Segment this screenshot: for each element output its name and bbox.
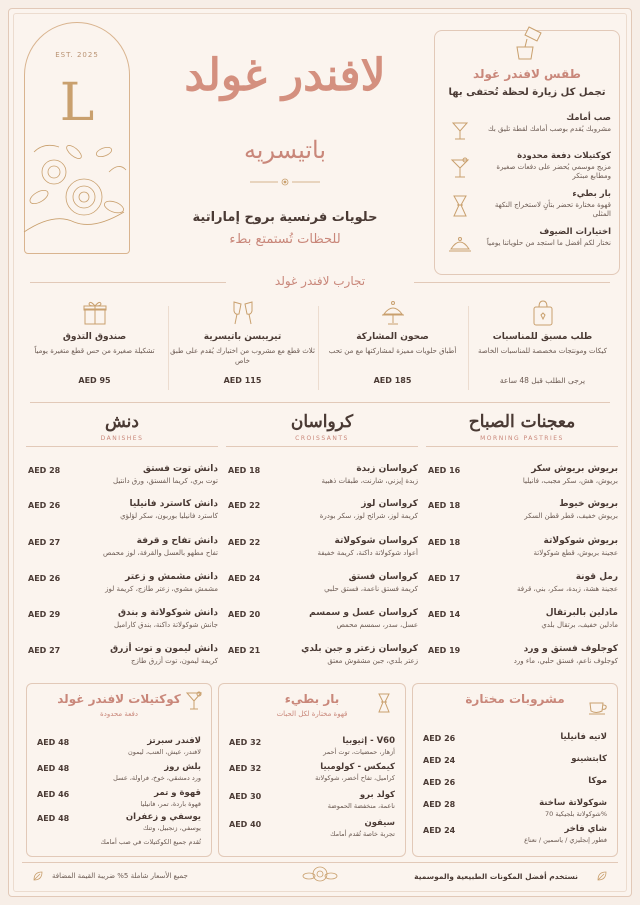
- menu-item: [226, 572, 418, 600]
- experience-card: [170, 296, 315, 396]
- item-desc: شوكولاتة بلجيكية 70%: [544, 810, 607, 818]
- experiences-line-left: [30, 282, 226, 283]
- experience-name: صحون المشاركة: [356, 332, 429, 342]
- slowbar-box: [218, 683, 406, 857]
- floral-emblem-icon: [300, 862, 340, 886]
- menu-item: [426, 499, 618, 527]
- menu-item: [26, 608, 218, 636]
- experience-desc: كيكات ومونتجات مخصصة للمناسبات الخاصة: [477, 347, 607, 355]
- ritual-item-desc: مشروبك يُقدم بوصب أمامك لقطة تليق بك: [487, 125, 611, 133]
- experience-card: [320, 296, 465, 396]
- item-name: كرواسان زبدة: [356, 464, 418, 474]
- ritual-item: [443, 189, 611, 229]
- column-subtitle: CROISSANTS: [295, 435, 349, 442]
- divider: [168, 306, 169, 390]
- item-price: AED 21: [228, 646, 261, 655]
- item-price: AED 14: [428, 610, 461, 619]
- item-name: شاي فاخر: [564, 824, 607, 834]
- ritual-item-desc: مزيج موسمي يُحضر على دفعات صغيرة ومطابع مبتكر: [496, 163, 611, 180]
- gift-box-icon: [80, 298, 110, 328]
- item-name: كابتشينو: [571, 754, 607, 764]
- menu-item: [229, 790, 395, 814]
- item-desc: تجربة خاصة تُقدم أمامك: [330, 830, 395, 838]
- item-price: AED 29: [28, 610, 61, 619]
- item-name: لاتيه فانيليا: [560, 732, 607, 742]
- divider: [468, 306, 469, 390]
- ritual-item-desc: قهوة مختارة تحضر بتأنٍ لاستخراج النكهة المثلى: [494, 201, 611, 218]
- item-desc: تفاح مطهو بالعسل والقرفة، لوز محمص: [103, 549, 218, 557]
- item-name: سيفون: [364, 818, 395, 828]
- brand-subtitle: باتيسريه: [243, 136, 327, 164]
- item-desc: قهوة باردة، تمر، فانيليا: [140, 800, 201, 808]
- item-price: AED 26: [423, 778, 456, 787]
- floral-icon: [14, 112, 134, 242]
- ornament-icon: [250, 176, 320, 188]
- item-name: كرواسان فستق: [348, 572, 418, 582]
- item-price: AED 24: [423, 826, 456, 835]
- menu-item: [426, 536, 618, 564]
- item-price: AED 16: [428, 466, 461, 475]
- item-price: AED 48: [37, 738, 70, 747]
- menu-item: [423, 754, 607, 778]
- ritual-item-name: اختيارات الضيوف: [539, 227, 611, 237]
- item-desc: بريوش، هش، سكر مجبب، فانيليا: [522, 477, 618, 485]
- cocktails-note: تُقدم جميع الكوكتيلات في صب أمامك: [100, 838, 201, 846]
- menu-item: [423, 732, 607, 756]
- item-desc: كريمة ليمون، توت أزرق طازج: [130, 657, 218, 665]
- ritual-item: [443, 227, 611, 267]
- menu-item: [226, 644, 418, 672]
- column-title: معجنات الصباح: [468, 412, 576, 432]
- column-subtitle: DANISHES: [100, 435, 144, 442]
- footer-vat-note: جميع الأسعار شاملة 5% ضريبة القيمة المضافة: [52, 872, 188, 880]
- item-price: AED 26: [28, 501, 61, 510]
- experiences-row: [22, 296, 618, 396]
- logo-initial: L: [59, 73, 95, 133]
- item-price: AED 19: [428, 646, 461, 655]
- menu-item: [26, 644, 218, 672]
- item-price: AED 48: [37, 814, 70, 823]
- item-name: كرواسان شوكولاتة: [334, 536, 418, 546]
- item-desc: فطور إنجليزي / ياسمين / نعناع: [524, 836, 607, 844]
- experience-price: AED 95: [78, 376, 111, 385]
- menu-item: [423, 824, 607, 848]
- pouring-glass-icon: [447, 117, 473, 143]
- column-title: كرواسان: [290, 412, 354, 432]
- item-name: مادلين بالبرتقال: [545, 608, 618, 618]
- item-desc: كراميل، تفاح أخضر، شوكولاتة: [315, 774, 395, 782]
- experiences-title: تجارب لافندر غولد: [274, 274, 366, 288]
- tagline: حلويات فرنسية بروح إماراتية: [192, 210, 378, 225]
- experience-note: يرجى الطلب قبل 48 ساعة: [499, 376, 586, 385]
- est-label: EST. 2025: [55, 51, 99, 59]
- menu-item: [426, 464, 618, 492]
- item-name: شوكولاتة ساخنة: [539, 798, 607, 808]
- item-name: إثيوبيا - V60: [342, 736, 395, 746]
- item-price: AED 30: [229, 792, 262, 801]
- drinks-title: مشروبات مختارة: [465, 692, 565, 706]
- menu-item: [226, 499, 418, 527]
- menu-item: [26, 536, 218, 564]
- item-desc: كريمة فستق ناعمة، فستق حلبي: [324, 585, 418, 593]
- menu-item: [426, 572, 618, 600]
- slowbar-title: بار بطيء: [284, 692, 340, 706]
- footer-ingredients-note: نستخدم أفضل المكونات الطبيعية والموسمية: [414, 872, 578, 881]
- item-desc: أزهار، حمضيات، توت أحمر: [323, 748, 395, 756]
- item-price: AED 22: [228, 501, 261, 510]
- item-price: AED 48: [37, 764, 70, 773]
- menu-item: [226, 608, 418, 636]
- item-name: لافندر سبرتز: [147, 736, 201, 746]
- menu-item: [229, 818, 395, 842]
- column-subtitle: MORNING PASTRIES: [480, 435, 564, 442]
- leaf-icon: [32, 870, 44, 882]
- cocktails-title: كوكتيلات لافندر غولد: [57, 692, 181, 706]
- item-price: AED 46: [37, 790, 70, 799]
- item-name: كولد برو: [359, 790, 395, 800]
- item-desc: ناعمة، منخفضة الحموضة: [327, 802, 395, 810]
- experience-price: AED 115: [223, 376, 262, 385]
- column-title: دنش: [105, 412, 139, 432]
- danishes-column: [26, 412, 218, 665]
- slowbar-subtitle: قهوة مختارة لكل الحبات: [276, 710, 348, 718]
- item-desc: ورد دمشقي، خوخ، فراولة، عسل: [113, 774, 201, 782]
- menu-item: [26, 572, 218, 600]
- item-price: AED 32: [229, 764, 262, 773]
- experience-name: طلب مسبق للمناسبات: [492, 332, 593, 342]
- item-desc: كاسترد فانيليا بوربون، سكر لؤلؤي: [120, 512, 218, 520]
- item-price: AED 28: [423, 800, 456, 809]
- item-name: دانش توت فستق: [143, 464, 218, 474]
- item-name: موكا: [588, 776, 607, 786]
- chemex-icon: [373, 692, 395, 714]
- experiences-line-right: [414, 282, 610, 283]
- item-price: AED 18: [428, 501, 461, 510]
- item-name: بريوش بريوش سكر: [531, 464, 618, 474]
- item-name: دانش ليمون و توت أزرق: [110, 644, 218, 654]
- menu-item: [423, 798, 607, 822]
- tagline-secondary: للحظات تُستمتع بطء: [229, 232, 341, 247]
- cocktail-glass-icon: [447, 155, 473, 181]
- leaf-icon: [596, 870, 608, 882]
- menu-item: [37, 736, 201, 760]
- item-desc: لافندر، عيش، العنب، ليمون: [127, 748, 201, 756]
- menu-item: [37, 762, 201, 786]
- item-desc: عسل، سدر، سمسم محمص: [336, 621, 418, 629]
- item-desc: كريمة لوز، شرائح لوز، سكر بودرة: [319, 512, 418, 520]
- ritual-item-name: بار بطيء: [572, 189, 611, 199]
- item-desc: عجينة هشة، زبدة، سكر، بني، قرفة: [517, 585, 618, 593]
- ritual-box: [434, 30, 620, 275]
- cocktails-subtitle: دفعة محدودة: [100, 710, 138, 718]
- ritual-item-desc: نختار لكم أفضل ما استجد من حلوياتنا يومياً: [486, 239, 611, 247]
- footer: [22, 866, 618, 888]
- ritual-subtitle: تجمل كل زيارة لحظة تُحتفى بها: [448, 87, 606, 98]
- brand-title: لافندر غولد: [184, 50, 386, 101]
- item-price: AED 28: [28, 466, 61, 475]
- menu-item: [37, 788, 201, 812]
- ritual-title: طقس لافندر غولد: [473, 67, 581, 81]
- menu-item: [37, 812, 201, 836]
- menu-item: [426, 608, 618, 636]
- item-price: AED 26: [423, 734, 456, 743]
- column-rule: [426, 446, 618, 447]
- item-name: رمل قونة: [575, 572, 618, 582]
- menu-item: [226, 464, 418, 492]
- drinks-box: [412, 683, 618, 857]
- menu-item: [229, 736, 395, 760]
- item-desc: يوسفي، زنجبيل، وتنك: [142, 824, 201, 832]
- menu-item: [26, 464, 218, 492]
- menu-item: [229, 762, 395, 786]
- morning-pastries-column: [426, 412, 618, 665]
- item-desc: كوجلوف ناعم، فستق حلبي، ماء ورد: [513, 657, 618, 665]
- ritual-item: [443, 151, 611, 191]
- item-name: كرواسان عسل و سمسم: [309, 608, 418, 618]
- experiences-bottom-line: [30, 402, 610, 403]
- item-desc: زبدة إيزني، شارنت، طبقات ذهبية: [321, 477, 418, 485]
- cocktails-box: [26, 683, 212, 857]
- item-desc: أعواد شوكولاتة داكنة، كريمة خفيفة: [317, 549, 418, 557]
- item-price: AED 27: [28, 646, 61, 655]
- item-name: بريوش شوكولاتة: [543, 536, 618, 546]
- coffee-cup-icon: [587, 694, 609, 716]
- item-desc: بريوش خفيف، قطر قطن السكر: [524, 512, 618, 520]
- item-price: AED 18: [428, 538, 461, 547]
- item-price: AED 20: [228, 610, 261, 619]
- item-name: دانش كاسترد فانيليا: [129, 499, 218, 509]
- order-bag-icon: [528, 298, 558, 328]
- item-desc: جانش شوكولاتة داكنة، بندق كاراميل: [114, 621, 218, 629]
- item-name: كيمكس - كولومبيا: [320, 762, 395, 772]
- item-name: دانش مشمش و زعتر: [125, 572, 218, 582]
- cloche-icon: [447, 231, 473, 257]
- column-rule: [226, 446, 418, 447]
- item-price: AED 24: [228, 574, 261, 583]
- experience-name: تيريبسن باتيسرية: [203, 332, 282, 342]
- croissants-column: [226, 412, 418, 665]
- item-desc: عجينة بريوش، قطع شوكولاتة: [533, 549, 618, 557]
- cocktail-glass-icon: [183, 690, 205, 712]
- toast-glasses-icon: [228, 298, 258, 328]
- item-name: يوسفي و زعفران: [125, 812, 201, 822]
- item-name: بريوش خيوط: [559, 499, 618, 509]
- item-name: دانش شوكولاتة و بندق: [117, 608, 218, 618]
- item-price: AED 26: [28, 574, 61, 583]
- menu-item: [26, 499, 218, 527]
- ritual-item-name: صب أمامك: [566, 113, 611, 123]
- experience-name: صندوق التذوق: [62, 332, 127, 342]
- item-desc: مشمش مشوي، زعتر طازج، كريمة لوز: [105, 585, 218, 593]
- item-name: كرواسان لوز: [361, 499, 418, 509]
- item-name: كرواسان زعتر و جبن بلدي: [301, 644, 418, 654]
- pouring-cup-icon: [509, 25, 545, 61]
- ritual-item: [443, 113, 611, 153]
- item-price: AED 18: [228, 466, 261, 475]
- experience-price: AED 185: [373, 376, 412, 385]
- ritual-item-name: كوكتيلات دفعة محدودة: [517, 151, 611, 161]
- item-name: قهوة و تمر: [154, 788, 201, 798]
- item-name: بلش روز: [164, 762, 201, 772]
- item-price: AED 40: [229, 820, 262, 829]
- divider: [318, 306, 319, 390]
- item-price: AED 32: [229, 738, 262, 747]
- experience-desc: تشكيلة صغيرة من حس قطع متغيرة يومياً: [34, 347, 155, 355]
- item-name: دانش تفاح و قرفة: [136, 536, 218, 546]
- item-name: كوجلوف فستق و ورد: [523, 644, 618, 654]
- item-desc: مادلين خفيف، برتقال بلدي: [541, 621, 618, 629]
- item-desc: توت بري، كريما الفستق، ورق دانتيل: [113, 477, 218, 485]
- item-price: AED 22: [228, 538, 261, 547]
- experience-desc: أطباق حلويات مميزة لمشاركتها مع من تحب: [328, 347, 457, 355]
- item-price: AED 24: [423, 756, 456, 765]
- column-rule: [26, 446, 218, 447]
- chemex-icon: [447, 193, 473, 219]
- item-price: AED 27: [28, 538, 61, 547]
- experience-desc: ثلاث قطع مع مشروب من اختيارك يُقدم على طبق خاص: [170, 347, 315, 365]
- item-desc: زعتر بلدي، جبن مشقوش معتق: [327, 657, 418, 665]
- item-price: AED 17: [428, 574, 461, 583]
- cake-stand-icon: [378, 298, 408, 328]
- menu-item: [226, 536, 418, 564]
- menu-item: [423, 776, 607, 800]
- experience-card: [470, 296, 615, 396]
- experience-card: [22, 296, 167, 396]
- menu-item: [426, 644, 618, 672]
